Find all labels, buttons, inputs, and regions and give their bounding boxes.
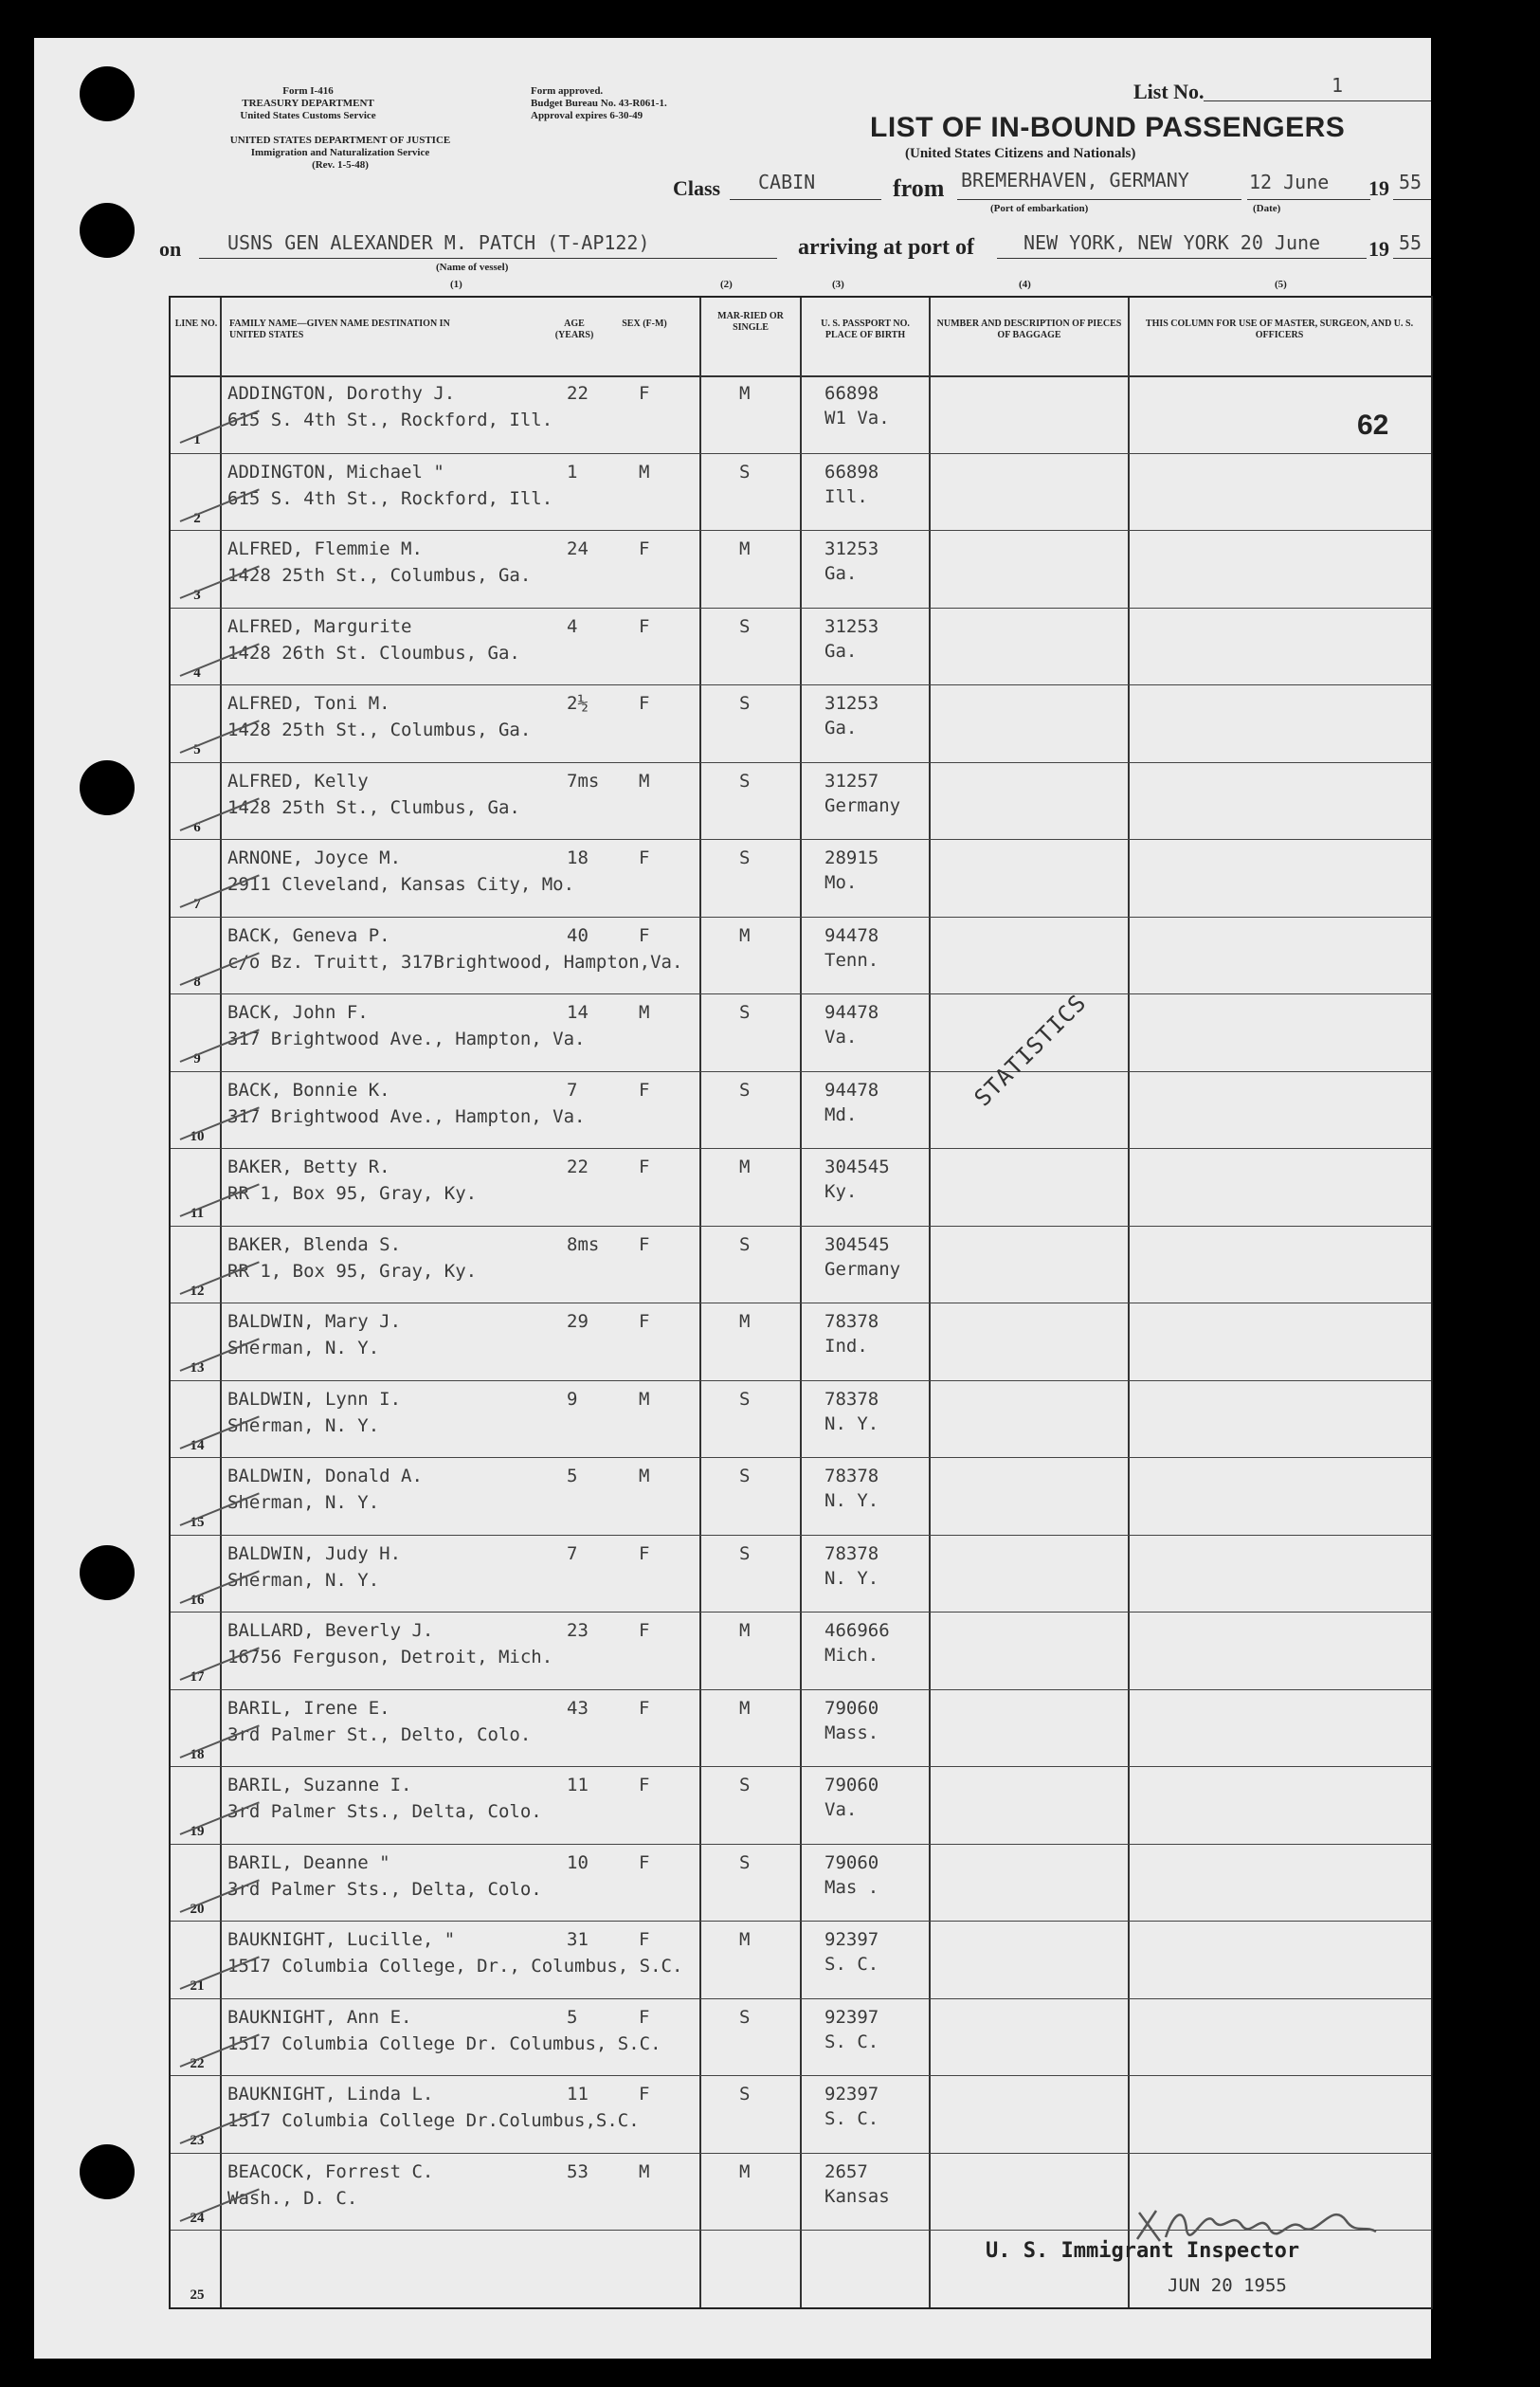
row-line-number: 2 <box>193 510 201 526</box>
cell-name: BARIL, Suzanne I. <box>227 1775 412 1795</box>
col-num-5: (5) <box>1275 279 1287 290</box>
cell-birth: Va. <box>824 1799 858 1820</box>
row-line-number: 14 <box>190 1437 205 1453</box>
cell-birth: Mo. <box>824 872 858 893</box>
statistics-stamp: STATISTICS <box>969 989 1092 1112</box>
row-line-number: 1 <box>193 432 201 447</box>
date-value: 12 June <box>1249 171 1330 193</box>
cell-dest: Wash., D. C. <box>227 2187 358 2209</box>
table-row <box>171 2075 1431 2155</box>
cell-age: 29 <box>567 1311 589 1332</box>
cell-pp: 31253 <box>824 538 879 559</box>
row-line-number: 16 <box>190 1592 205 1608</box>
table-row <box>171 762 1431 842</box>
cell-name: BEACOCK, Forrest C. <box>227 2160 434 2182</box>
row-line-number: 21 <box>190 1978 205 1994</box>
col-head-baggage: NUMBER AND DESCRIPTION OF PIECES OF BAGGAGE <box>936 319 1122 340</box>
cell-birth: Ga. <box>824 563 858 584</box>
arrival-rule <box>997 258 1367 259</box>
arrival-year: 55 <box>1399 231 1422 254</box>
table-row <box>171 917 1431 996</box>
cell-name: ALFRED, Kelly <box>227 770 369 792</box>
cell-dest: Sherman, N. Y. <box>227 1338 380 1358</box>
cell-age: 5 <box>567 2006 578 2028</box>
year-prefix: 19 <box>1368 176 1389 200</box>
cell-pp: 94478 <box>824 924 879 946</box>
cell-age: 4 <box>567 615 578 637</box>
cell-name: BAUKNIGHT, Ann E. <box>227 2006 412 2028</box>
cell-name: BACK, Bonnie K. <box>227 1079 390 1101</box>
cell-age: 7 <box>567 1079 578 1101</box>
row-line-number: 17 <box>190 1669 205 1685</box>
cell-birth: Ga. <box>824 640 858 662</box>
from-value: BREMERHAVEN, GERMANY <box>961 169 1189 191</box>
cell-birth: Mass. <box>824 1722 879 1743</box>
cell-name: BALDWIN, Judy H. <box>227 1542 402 1564</box>
cell-pp: 79060 <box>824 1697 879 1719</box>
col-head-sex: SEX (F-M) <box>622 319 667 329</box>
cell-ms: S <box>739 693 751 714</box>
cell-dest: RR 1, Box 95, Gray, Ky. <box>227 1260 478 1282</box>
cell-pp: 31253 <box>824 693 879 714</box>
table-row <box>171 453 1431 533</box>
cell-name: BALLARD, Beverly J. <box>227 1620 434 1641</box>
cell-sex: M <box>639 2160 650 2182</box>
cell-pp: 31253 <box>824 615 879 637</box>
cell-name: BARIL, Irene E. <box>227 1697 390 1719</box>
cell-age: 7 <box>567 1542 578 1564</box>
cell-dest: 1428 25th St., Columbus, Ga. <box>227 565 532 586</box>
row-line-number: 7 <box>193 897 201 912</box>
cell-birth: Germany <box>824 794 901 816</box>
table-row <box>171 1148 1431 1228</box>
row-line-number: 9 <box>193 1051 201 1066</box>
cell-pp: 28915 <box>824 847 879 868</box>
row-line-number: 5 <box>193 742 201 757</box>
page-title: LIST OF IN-BOUND PASSENGERS <box>870 112 1346 143</box>
on-label: on <box>159 237 182 261</box>
cell-pp: 79060 <box>824 1775 879 1795</box>
cell-birth: N. Y. <box>824 1490 879 1511</box>
cell-age: 10 <box>567 1851 589 1873</box>
cell-birth: Ind. <box>824 1336 868 1357</box>
col-num-1: (1) <box>450 279 462 290</box>
cell-birth: Mich. <box>824 1645 879 1666</box>
table-row <box>171 1766 1431 1846</box>
inspector-label: U. S. Immigrant Inspector <box>986 2239 1300 2263</box>
vessel-rule <box>199 258 777 259</box>
cell-pp: 92397 <box>824 2084 879 2105</box>
cell-dest: 615 S. 4th St., Rockford, Ill. <box>227 487 553 509</box>
arrival-value: NEW YORK, NEW YORK 20 June <box>1024 231 1321 254</box>
cell-pp: 94478 <box>824 1002 879 1023</box>
col-head-married: MAR-RIED OR SINGLE <box>717 311 784 333</box>
cell-dest: 1428 25th St., Clumbus, Ga. <box>227 796 520 818</box>
cell-name: BALDWIN, Mary J. <box>227 1311 402 1332</box>
cell-name: BACK, John F. <box>227 1002 369 1023</box>
cell-name: BALDWIN, Donald A. <box>227 1466 423 1486</box>
cell-dest: 2911 Cleveland, Kansas City, Mo. <box>227 874 575 895</box>
col-num-3: (3) <box>832 279 844 290</box>
cell-sex: F <box>639 1620 650 1641</box>
cell-age: 53 <box>567 2160 589 2182</box>
cell-birth: Md. <box>824 1103 858 1125</box>
cell-ms: M <box>739 1620 751 1641</box>
cell-ms: S <box>739 1775 751 1795</box>
cell-sex: M <box>639 1466 650 1486</box>
officer-number: 62 <box>1357 410 1389 441</box>
cell-birth: S. C. <box>824 2031 879 2052</box>
cell-ms: M <box>739 924 751 946</box>
cell-ms: S <box>739 770 751 792</box>
cell-pp: 304545 <box>824 1233 890 1255</box>
cell-dest: 1517 Columbia College Dr. Columbus, S.C. <box>227 2032 661 2054</box>
list-no-label: List No. <box>1133 80 1205 103</box>
cell-sex: F <box>639 2084 650 2105</box>
row-line-number: 25 <box>190 2287 205 2303</box>
cell-dest: 3rd Palmer Sts., Delta, Colo. <box>227 1801 542 1822</box>
class-value: CABIN <box>758 171 816 193</box>
inspector-signature <box>1128 2192 1384 2258</box>
cell-ms: S <box>739 1542 751 1564</box>
punch-hole <box>80 2144 135 2199</box>
cell-sex: M <box>639 461 650 483</box>
row-line-number: 8 <box>193 974 201 990</box>
cell-dest: 1428 26th St. Cloumbus, Ga. <box>227 642 520 664</box>
passenger-table <box>169 296 1433 2309</box>
class-label: Class <box>673 176 721 200</box>
col-head-line: LINE NO. <box>174 319 218 329</box>
cell-ms: M <box>739 383 751 404</box>
year-rule <box>1393 199 1431 200</box>
cell-age: 7ms <box>567 770 600 792</box>
cell-ms: M <box>739 1311 751 1332</box>
cell-dest: 16756 Ferguson, Detroit, Mich. <box>227 1647 553 1667</box>
cell-birth: Ga. <box>824 718 858 738</box>
row-line-number: 19 <box>190 1824 205 1839</box>
cell-name: ALFRED, Flemmie M. <box>227 538 423 559</box>
punch-hole <box>80 760 135 815</box>
cell-pp: 92397 <box>824 2006 879 2028</box>
cell-pp: 66898 <box>824 383 879 404</box>
from-rule <box>957 199 1241 200</box>
cell-ms: S <box>739 615 751 637</box>
table-row <box>171 684 1431 764</box>
cell-sex: F <box>639 1157 650 1177</box>
cell-name: BAUKNIGHT, Lucille, " <box>227 1929 456 1950</box>
cell-birth: Tenn. <box>824 949 879 971</box>
arrival-year-rule <box>1393 258 1431 259</box>
cell-sex: F <box>639 847 650 868</box>
cell-pp: 31257 <box>824 770 879 792</box>
cell-dest: Sherman, N. Y. <box>227 1414 380 1436</box>
table-row <box>171 1612 1431 1691</box>
cell-sex: F <box>639 1851 650 1873</box>
cell-age: 22 <box>567 1157 589 1177</box>
cell-dest: 3rd Palmer St., Delto, Colo. <box>227 1723 532 1745</box>
cell-sex: F <box>639 1775 650 1795</box>
cell-ms: M <box>739 1929 751 1950</box>
cell-name: ALFRED, Margurite <box>227 615 412 637</box>
cell-dest: RR 1, Box 95, Gray, Ky. <box>227 1183 478 1204</box>
col-head-officers: THIS COLUMN FOR USE OF MASTER, SURGEON, AND U. S. OFFICERS <box>1145 319 1414 340</box>
cell-age: 11 <box>567 1775 589 1795</box>
table-row <box>171 530 1431 610</box>
cell-dest: 317 Brightwood Ave., Hampton, Va. <box>227 1029 586 1049</box>
cell-age: 1 <box>567 461 578 483</box>
cell-sex: F <box>639 1929 650 1950</box>
cell-ms: M <box>739 538 751 559</box>
cell-dest: 1517 Columbia College Dr.Columbus,S.C. <box>227 2110 640 2131</box>
table-row <box>171 1535 1431 1614</box>
cell-dest: 615 S. 4th St., Rockford, Ill. <box>227 410 553 430</box>
cell-pp: 466966 <box>824 1620 890 1641</box>
cell-pp: 78378 <box>824 1388 879 1410</box>
cell-pp: 78378 <box>824 1542 879 1564</box>
cell-birth: W1 Va. <box>824 408 890 428</box>
cell-name: BAKER, Betty R. <box>227 1157 390 1177</box>
table-row <box>171 839 1431 919</box>
punch-hole <box>80 203 135 258</box>
class-rule <box>730 199 881 200</box>
table-row <box>171 1457 1431 1537</box>
cell-ms: S <box>739 1002 751 1023</box>
cell-ms: S <box>739 1466 751 1486</box>
cell-age: 31 <box>567 1929 589 1950</box>
cell-age: 11 <box>567 2084 589 2105</box>
cell-birth: Kansas <box>824 2185 890 2207</box>
cell-sex: F <box>639 2006 650 2028</box>
cell-name: BAUKNIGHT, Linda L. <box>227 2084 434 2105</box>
cell-name: ARNONE, Joyce M. <box>227 847 402 868</box>
cell-ms: M <box>739 1697 751 1719</box>
header-approval-block: Form approved. Budget Bureau No. 43-R061-1. Approval expires 6-30-49 <box>531 85 667 121</box>
cell-age: 9 <box>567 1388 578 1410</box>
list-no-value: 1 <box>1332 74 1344 97</box>
list-no-rule <box>1204 100 1431 101</box>
cell-sex: F <box>639 1079 650 1101</box>
cell-sex: F <box>639 924 650 946</box>
cell-ms: M <box>739 1157 751 1177</box>
row-line-number: 20 <box>190 1901 205 1917</box>
cell-pp: 304545 <box>824 1157 890 1177</box>
table-row <box>171 1226 1431 1305</box>
cell-sex: M <box>639 1388 650 1410</box>
cell-pp: 78378 <box>824 1466 879 1486</box>
cell-age: 23 <box>567 1620 589 1641</box>
row-line-number: 24 <box>190 2210 205 2226</box>
col-num-2: (2) <box>720 279 733 290</box>
cell-age: 2½ <box>567 693 589 714</box>
cell-dest: c/o Bz. Truitt, 317Brightwood, Hampton,Va. <box>227 951 683 973</box>
row-line-number: 18 <box>190 1746 205 1762</box>
table-row <box>171 1921 1431 2000</box>
col-head-name: FAMILY NAME—GIVEN NAME DESTINATION IN UNITED STATES <box>229 319 450 340</box>
cell-dest: 3rd Palmer Sts., Delta, Colo. <box>227 1878 542 1900</box>
table-row <box>171 1998 1431 2078</box>
row-line-number: 22 <box>190 2055 205 2071</box>
cell-birth: Ill. <box>824 485 868 507</box>
page-subtitle: (United States Citizens and Nationals) <box>905 146 1136 161</box>
cell-ms: S <box>739 847 751 868</box>
cell-birth: S. C. <box>824 1954 879 1975</box>
table-row <box>171 1844 1431 1923</box>
cell-sex: F <box>639 383 650 404</box>
cell-birth: S. C. <box>824 2108 879 2129</box>
cell-dest: 1428 25th St., Columbus, Ga. <box>227 720 532 740</box>
cell-name: BACK, Geneva P. <box>227 924 390 946</box>
cell-name: BARIL, Deanne " <box>227 1851 390 1873</box>
cell-dest: Sherman, N. Y. <box>227 1569 380 1591</box>
cell-pp: 94478 <box>824 1079 879 1101</box>
col-head-passport: U. S. PASSPORT NO. PLACE OF BIRTH <box>821 319 910 340</box>
arrival-year-prefix: 19 <box>1368 237 1389 261</box>
row-line-number: 3 <box>193 588 201 603</box>
cell-name: ALFRED, Toni M. <box>227 693 390 714</box>
cell-ms: S <box>739 1079 751 1101</box>
table-row <box>171 608 1431 687</box>
col-head-age: AGE (YEARS) <box>554 319 594 340</box>
vessel-caption: (Name of vessel) <box>436 262 509 273</box>
table-row <box>171 993 1431 1073</box>
cell-sex: F <box>639 1697 650 1719</box>
cell-ms: S <box>739 461 751 483</box>
punch-hole <box>80 66 135 121</box>
cell-pp: 66898 <box>824 461 879 483</box>
cell-sex: F <box>639 1311 650 1332</box>
cell-age: 22 <box>567 383 589 404</box>
cell-sex: F <box>639 1542 650 1564</box>
cell-ms: S <box>739 1233 751 1255</box>
cell-birth: Va. <box>824 1027 858 1048</box>
cell-dest: 1517 Columbia College, Dr., Columbus, S.C. <box>227 1956 683 1977</box>
date-caption: (Date) <box>1253 203 1281 214</box>
cell-sex: M <box>639 770 650 792</box>
cell-age: 18 <box>567 847 589 868</box>
cell-birth: N. Y. <box>824 1412 879 1434</box>
cell-sex: M <box>639 1002 650 1023</box>
table-row <box>171 375 1431 454</box>
cell-pp: 79060 <box>824 1851 879 1873</box>
cell-birth: Germany <box>824 1258 901 1280</box>
cell-ms: S <box>739 1851 751 1873</box>
row-line-number: 23 <box>190 2133 205 2148</box>
cell-name: ADDINGTON, Dorothy J. <box>227 383 456 404</box>
cell-age: 43 <box>567 1697 589 1719</box>
cell-pp: 92397 <box>824 1929 879 1950</box>
header-form-block: Form I-416 TREASURY DEPARTMENT United States Customs Service <box>240 85 376 121</box>
from-label: from <box>893 174 945 202</box>
cell-sex: F <box>639 615 650 637</box>
cell-ms: M <box>739 2160 751 2182</box>
cell-sex: F <box>639 538 650 559</box>
cell-ms: S <box>739 2006 751 2028</box>
row-line-number: 4 <box>193 665 201 681</box>
row-line-number: 6 <box>193 819 201 835</box>
table-row <box>171 1071 1431 1151</box>
cell-dest: 317 Brightwood Ave., Hampton, Va. <box>227 1105 586 1127</box>
punch-hole <box>80 1545 135 1600</box>
row-line-number: 10 <box>190 1128 205 1144</box>
table-body <box>171 375 1431 2307</box>
cell-pp: 78378 <box>824 1311 879 1332</box>
cell-age: 14 <box>567 1002 589 1023</box>
cell-age: 40 <box>567 924 589 946</box>
cell-age: 24 <box>567 538 589 559</box>
cell-birth: Ky. <box>824 1181 858 1202</box>
cell-sex: F <box>639 693 650 714</box>
col-num-4: (4) <box>1019 279 1031 290</box>
date-rule <box>1247 199 1370 200</box>
port-caption: (Port of embarkation) <box>990 203 1089 214</box>
vessel-name: USNS GEN ALEXANDER M. PATCH (T-AP122) <box>227 231 650 254</box>
cell-birth: Mas . <box>824 1876 879 1898</box>
cell-ms: S <box>739 2084 751 2105</box>
cell-name: BALDWIN, Lynn I. <box>227 1388 402 1410</box>
cell-name: BAKER, Blenda S. <box>227 1233 402 1255</box>
table-row <box>171 1380 1431 1460</box>
header-justice-block: UNITED STATES DEPARTMENT OF JUSTICE Immigration and Naturalization Service (Rev. 1-5-48) <box>229 135 451 171</box>
row-line-number: 11 <box>190 1206 205 1221</box>
table-row <box>171 1303 1431 1382</box>
row-line-number: 12 <box>190 1283 205 1299</box>
cell-birth: N. Y. <box>824 1567 879 1589</box>
cell-dest: Sherman, N. Y. <box>227 1492 380 1513</box>
year-value: 55 <box>1399 171 1422 193</box>
cell-age: 8ms <box>567 1233 600 1255</box>
cell-sex: F <box>639 1233 650 1255</box>
table-row <box>171 1689 1431 1769</box>
row-line-number: 15 <box>190 1515 205 1530</box>
inspector-stamp-date: JUN 20 1955 <box>1168 2275 1287 2296</box>
cell-pp: 2657 <box>824 2160 868 2182</box>
cell-ms: S <box>739 1388 751 1410</box>
cell-age: 5 <box>567 1466 578 1486</box>
row-line-number: 13 <box>190 1360 205 1376</box>
arriving-label: arriving at port of <box>798 235 974 260</box>
cell-name: ADDINGTON, Michael " <box>227 461 444 483</box>
